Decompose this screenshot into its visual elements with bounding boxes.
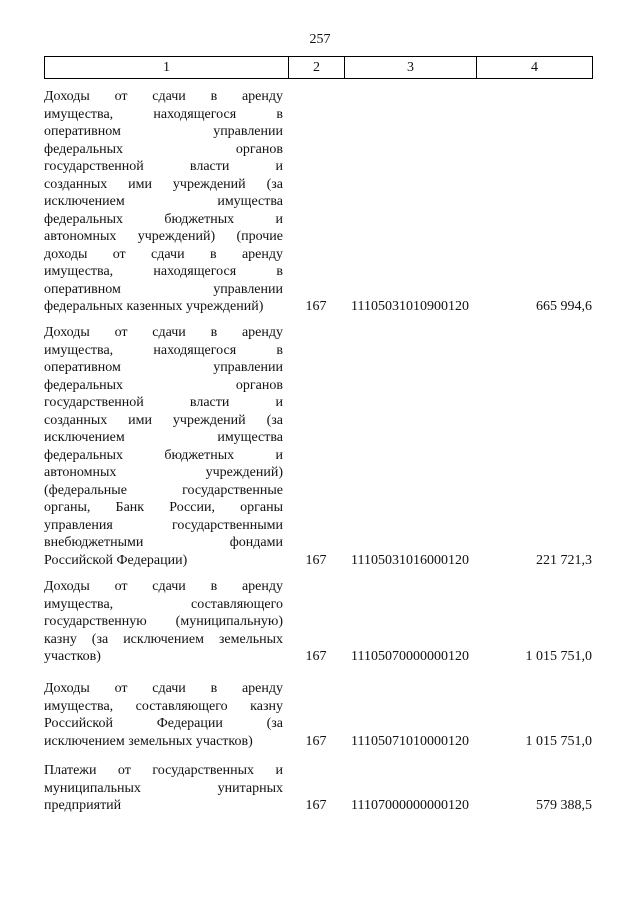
description-line: автономных учреждений) [44,465,283,480]
column-header-3: 3 [345,57,477,79]
description-line: государственной власти и [44,395,283,410]
description-line: оперативном управлении [44,281,283,297]
description-line: Доходы от сдачи в аренду [44,89,283,104]
description-line: федеральных бюджетных и [44,211,283,227]
description-line: Российской Федерации (за [44,716,283,731]
description-line: Российской Федерации) [44,552,188,568]
column-header-2: 2 [289,57,345,79]
description-line: оперативном управлении [44,360,283,375]
description-line: федеральных органов [44,377,283,393]
description-line: Доходы от сдачи в аренду [44,325,283,340]
budget-classification-code: 11105031016000120 [351,552,469,568]
description-line: органы, Банк России, органы [44,500,283,515]
description-line: Платежи от государственных и [44,763,283,778]
budget-classification-code: 11105070000000120 [351,649,469,664]
table-row [0,88,640,316]
description-line: исключением земельных участков) [44,733,253,749]
page-number: 257 [309,32,331,47]
row-description [44,578,283,666]
table-row [0,680,640,750]
description-line: автономных учреждений) (прочие [44,229,283,244]
description-line: созданных ими учреждений (за [44,176,283,192]
column-header-1: 1 [45,57,289,79]
admin-code: 167 [305,733,327,749]
table-row [0,324,640,569]
description-line: оперативном управлении [44,124,283,139]
description-line: имущества, находящегося в [44,342,283,358]
description-line: государственную (муниципальную) [44,614,283,629]
table-row [0,578,640,666]
description-line: федеральных органов [44,141,283,157]
row-description [44,762,283,815]
budget-classification-code: 11107000000000120 [351,798,469,813]
admin-code: 167 [305,299,327,314]
description-line: федеральных казенных учреждений) [44,299,264,314]
description-line: управления государственными [44,517,283,533]
row-description [44,88,283,316]
budget-classification-code: 11105071010000120 [351,733,469,749]
table-row [0,762,640,815]
admin-code: 167 [305,552,327,568]
amount: 221 721,3 [536,552,592,568]
description-line: созданных ими учреждений (за [44,412,283,428]
description-line: внебюджетными фондами [44,535,283,550]
description-line: муниципальных унитарных [44,780,283,796]
description-line: Доходы от сдачи в аренду [44,681,283,696]
budget-classification-code: 11105031010900120 [351,299,469,314]
description-line: казну (за исключением земельных [44,631,283,647]
description-line: Доходы от сдачи в аренду [44,579,283,594]
description-line: государственной власти и [44,159,283,174]
amount: 665 994,6 [536,299,592,314]
column-header-row [44,56,593,79]
description-line: исключением имущества [44,194,283,209]
description-line: имущества, находящегося в [44,264,283,279]
description-line: федеральных бюджетных и [44,447,283,463]
description-line: имущества, составляющего казну [44,698,283,714]
admin-code: 167 [305,798,327,813]
row-description [44,680,283,750]
amount: 1 015 751,0 [525,733,592,749]
admin-code: 167 [305,649,327,664]
row-description [44,324,283,569]
description-line: доходы от сдачи в аренду [44,246,283,262]
description-line: участков) [44,649,101,664]
description-line: имущества, составляющего [44,596,283,612]
description-line: предприятий [44,798,122,813]
amount: 1 015 751,0 [525,649,592,664]
description-line: (федеральные государственные [44,482,283,498]
description-line: исключением имущества [44,430,283,445]
amount: 579 388,5 [536,798,592,813]
description-line: имущества, находящегося в [44,106,283,122]
column-header-4: 4 [477,57,593,79]
